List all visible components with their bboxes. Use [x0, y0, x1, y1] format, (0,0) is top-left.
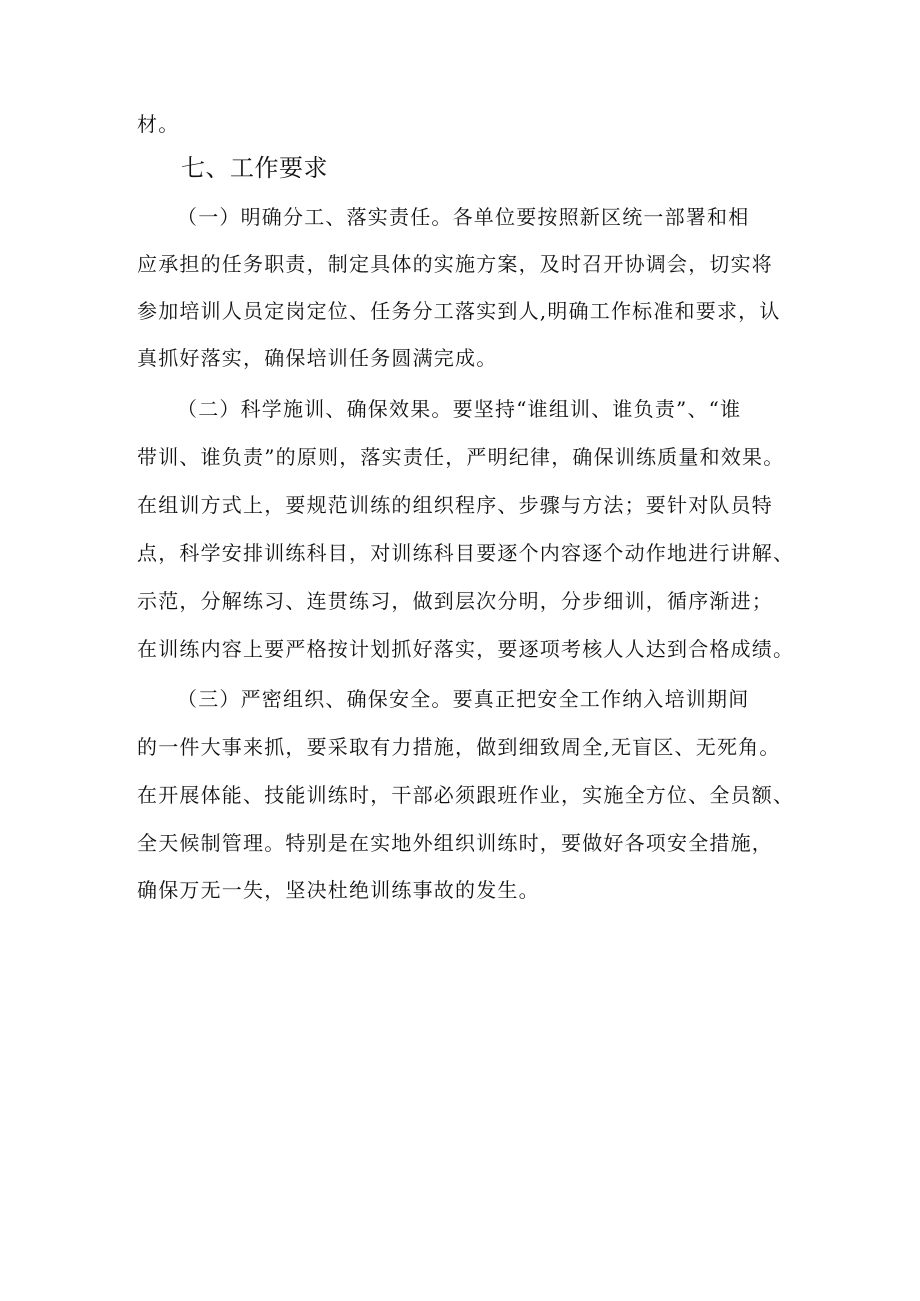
paragraph-line: 在训练内容上要严格按计划抓好落实，要逐项考核人人达到合格成绩。: [137, 637, 795, 661]
paragraph-line: （三）严密组织、确保安全。要真正把安全工作纳入培训期间: [177, 687, 750, 711]
paragraph-line: 在组训方式上，要规范训练的组织程序、步骤与方法；要针对队员特: [137, 493, 773, 517]
paragraph-line: 确保万无一失，坚决杜绝训练事故的发生。: [137, 878, 540, 902]
paragraph-line: 示范，分解练习、连贯练习，做到层次分明，分步细训，循序渐进；: [137, 589, 773, 613]
paragraph-line: 在开展体能、技能训练时，干部必须跟班作业，实施全方位、全员额、: [137, 783, 795, 807]
paragraph-line: 应承担的任务职责，制定具体的实施方案，及时召开协调会，切实将: [137, 252, 773, 276]
paragraph-line: （一）明确分工、落实责任。各单位要按照新区统一部署和相: [177, 205, 750, 229]
paragraph-line: 全天候制管理。特别是在实地外组织训练时，要做好各项安全措施，: [137, 831, 773, 855]
paragraph-line: 参加培训人员定岗定位、任务分工落实到人,明确工作标准和要求，认: [137, 299, 781, 323]
section-heading: 七、工作要求: [181, 154, 328, 182]
paragraph-line: 点，科学安排训练科目，对训练科目要逐个内容逐个动作地进行讲解、: [137, 541, 795, 565]
paragraph-line: 带训、谁负责”的原则，落实责任，严明纪律，确保训练质量和效果。: [137, 445, 785, 469]
paragraph-line: （二）科学施训、确保效果。要坚持“谁组训、谁负责”、“谁: [177, 397, 742, 421]
paragraph-line: 的一件大事来抓，要采取有力措施，做到细致周全,无盲区、无死角。: [137, 735, 781, 759]
paragraph-line: 材。: [137, 112, 180, 136]
paragraph-line: 真抓好落实，确保培训任务圆满完成。: [137, 346, 498, 370]
